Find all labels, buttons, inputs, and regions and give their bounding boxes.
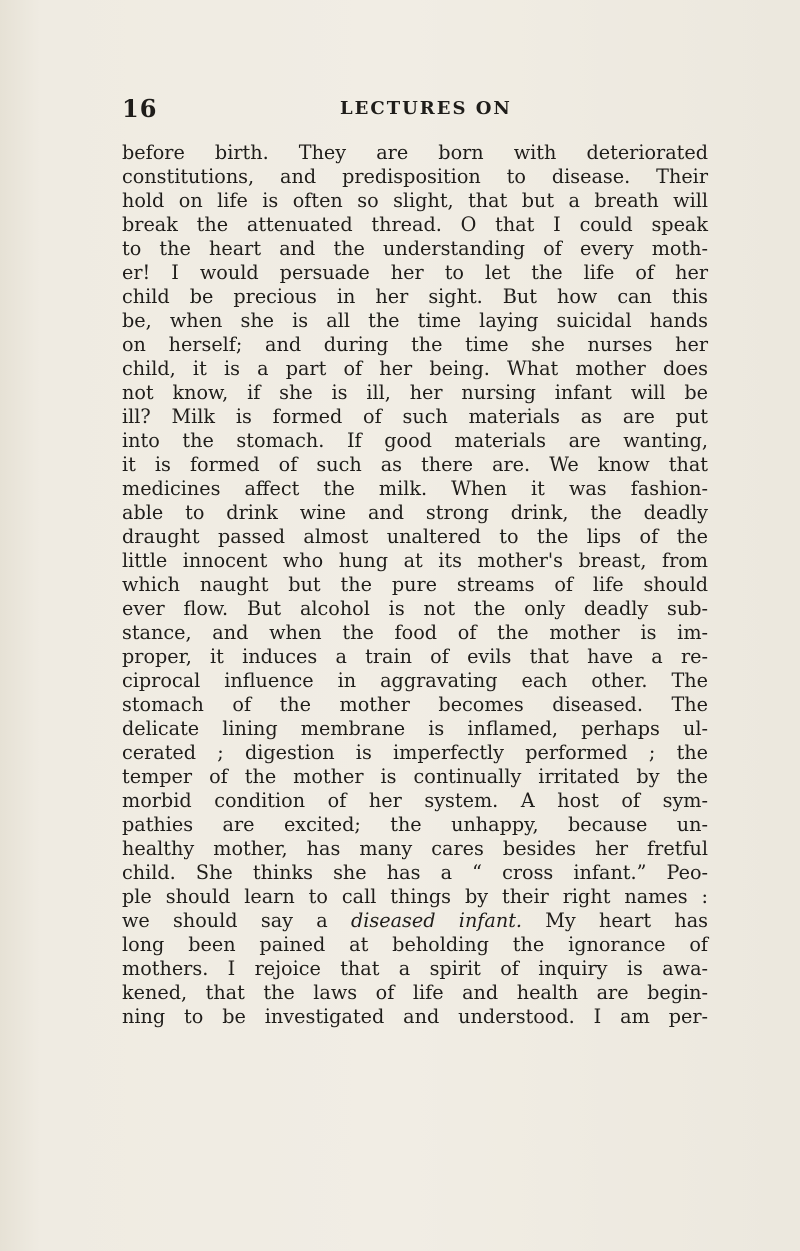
text-fragment: My heart has	[522, 909, 708, 932]
italic-phrase: diseased infant.	[350, 909, 523, 932]
text-line: ning to be investigated and understood. I am per-	[122, 1005, 708, 1028]
text-line: stance, and when the food of the mother is im-	[122, 621, 708, 644]
text-line: delicate lining membrane is inflamed, perhaps ul-	[122, 717, 708, 740]
text-line: ill? Milk is formed of such materials as are put	[122, 405, 708, 428]
text-line: hold on life is often so slight, that but a breath will	[122, 189, 708, 212]
text-line: medicines affect the milk. When it was fashion-	[122, 477, 708, 500]
text-line: pathies are excited; the unhappy, because un-	[122, 813, 708, 836]
text-line: be, when she is all the time laying suicidal hands	[122, 309, 708, 332]
text-line: constitutions, and predisposition to disease. Their	[122, 165, 708, 188]
text-line: draught passed almost unaltered to the lips of the	[122, 525, 708, 548]
text-line: break the attenuated thread. O that I could speak	[122, 213, 708, 236]
text-line: before birth. They are born with deteriorated	[122, 141, 708, 164]
text-line: little innocent who hung at its mother's breast, from	[122, 549, 708, 572]
page-header	[122, 94, 702, 124]
text-line: stomach of the mother becomes diseased. The	[122, 693, 708, 716]
text-line: kened, that the laws of life and health are begin-	[122, 981, 708, 1004]
text-line: it is formed of such as there are. We know that	[122, 453, 708, 476]
text-line: mothers. I rejoice that a spirit of inquiry is awa-	[122, 957, 708, 980]
text-line: into the stomach. If good materials are wanting,	[122, 429, 708, 452]
text-line: ple should learn to call things by their right names :	[122, 885, 708, 908]
text-line: healthy mother, has many cares besides her fretful	[122, 837, 708, 860]
text-line: able to drink wine and strong drink, the deadly	[122, 501, 708, 524]
text-line: on herself; and during the time she nurses her	[122, 333, 708, 356]
text-line: ever flow. But alcohol is not the only deadly sub-	[122, 597, 708, 620]
text-fragment: we should say a	[122, 909, 351, 932]
text-line-with-italic	[122, 909, 708, 933]
text-line: er! I would persuade her to let the life of her	[122, 261, 708, 284]
text-line: proper, it induces a train of evils that have a re-	[122, 645, 708, 668]
text-line: child, it is a part of her being. What mother does	[122, 357, 708, 380]
text-line: child. She thinks she has a “ cross infant.” Peo-	[122, 861, 708, 884]
text-line: child be precious in her sight. But how can this	[122, 285, 708, 308]
text-line: temper of the mother is continually irritated by the	[122, 765, 708, 788]
text-line: ciprocal influence in aggravating each other. The	[122, 669, 708, 692]
page-number: 16	[122, 94, 158, 123]
running-head: LECTURES ON	[340, 98, 512, 119]
text-line: to the heart and the understanding of every moth-	[122, 237, 708, 260]
body-text	[122, 141, 708, 1029]
text-line: long been pained at beholding the ignorance of	[122, 933, 708, 956]
text-line: morbid condition of her system. A host of sym-	[122, 789, 708, 812]
text-line: cerated ; digestion is imperfectly performed ; the	[122, 741, 708, 764]
text-line: which naught but the pure streams of life should	[122, 573, 708, 596]
text-line: not know, if she is ill, her nursing infant will be	[122, 381, 708, 404]
